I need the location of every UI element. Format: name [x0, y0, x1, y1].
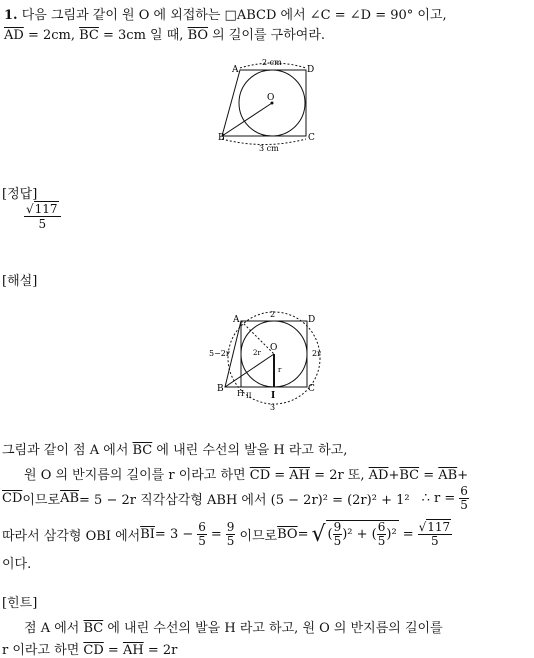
denominator: 5	[333, 534, 342, 548]
numerator: √117	[418, 519, 451, 534]
solution-line-4	[2, 516, 452, 552]
text: 원 O 의 반지름의 길이를 r 이라고 하면	[24, 468, 250, 483]
solution-line-5: 이다.	[2, 557, 32, 572]
text: ∴ r =	[421, 490, 456, 506]
ad-value: = 2cm,	[23, 28, 80, 43]
label-o: O	[270, 343, 278, 353]
text: = 2r 또,	[310, 468, 369, 483]
label-d: D	[307, 65, 315, 75]
answer-denominator: 5	[38, 217, 47, 231]
radicand	[326, 520, 399, 548]
label-left: 5−2r	[209, 349, 230, 358]
text: 그림과 같이 점 A 에서	[2, 443, 133, 458]
label-o: O	[267, 93, 275, 103]
figure-2-diagram	[208, 308, 328, 413]
label-radius-r: r	[278, 366, 282, 374]
numerator: 9	[226, 519, 235, 534]
hint-line-1	[24, 617, 443, 636]
segment-ab: $\overline{AB}$	[60, 490, 80, 506]
fraction	[226, 521, 236, 548]
label-top: 2	[270, 310, 276, 319]
label-right: 2r	[312, 349, 321, 358]
denominator: 5	[377, 534, 386, 548]
text: 점 A 에서	[24, 621, 84, 636]
label-a: A	[233, 315, 240, 325]
label-top: 2 cm	[262, 58, 282, 67]
denominator: 5	[460, 497, 468, 512]
text: =	[297, 526, 309, 542]
numerator: 6	[460, 483, 468, 498]
label-a: A	[232, 65, 239, 75]
solution-line-3	[2, 481, 469, 515]
segment-bc: $\overline{BC}$	[83, 621, 104, 636]
segment-cd: $\overline{CD}$	[83, 643, 104, 658]
radicand: 117	[427, 519, 451, 534]
text: 에 내린 수선의 발을 H 라고 하고, 원 O 의 반지름의 길이를	[103, 621, 443, 636]
numerator: 6	[198, 519, 206, 534]
label-c: C	[308, 384, 315, 394]
segment-cd: $\overline{CD}$	[2, 490, 23, 506]
label-b: B	[217, 384, 224, 394]
label-bottom: 3	[270, 403, 276, 412]
fraction	[333, 521, 343, 548]
segment-bc: $\overline{BC}$	[132, 443, 153, 458]
solution-heading: [해설]	[2, 274, 38, 289]
label-h: H	[237, 389, 244, 398]
segment-ab: $\overline{AB}$	[438, 468, 458, 483]
answer-value	[24, 202, 61, 231]
answer-heading: [정답]	[2, 187, 38, 202]
fraction	[197, 521, 207, 548]
text: 이므로	[22, 492, 61, 508]
text: =	[210, 526, 222, 542]
problem-line-2	[4, 24, 325, 43]
fraction-answer	[418, 521, 453, 548]
text: r 이라고 하면	[2, 643, 84, 658]
label-bi: II	[246, 392, 252, 400]
fraction-r	[459, 485, 469, 512]
text: 따라서 삼각형 OBI 에서	[2, 528, 141, 544]
label-radius-2r: 2r	[253, 349, 261, 357]
answer-radicand: 117	[34, 202, 58, 216]
problem-text-1: 다음 그림과 같이 원 O 에 외접하는 □ABCD 에서 ∠C = ∠D = 90° 이고,	[21, 8, 447, 23]
problem-number: 1.	[4, 8, 18, 23]
segment-ad: $\overline{AD}$	[4, 28, 24, 43]
text: =	[103, 643, 123, 658]
text: = 5 − 2r 직각삼각형 ABH 에서 (5 − 2r)² = (2r)² + 1²	[79, 492, 410, 508]
text: =	[419, 468, 439, 483]
bc-value: = 3cm 일 때,	[98, 28, 188, 43]
text: = 3 −	[154, 526, 194, 542]
label-d: D	[308, 315, 316, 325]
solution-line-1	[2, 439, 347, 458]
numerator: 9	[333, 520, 342, 534]
segment-bo: $\overline{BO}$	[277, 526, 298, 542]
label-bottom: 3 cm	[259, 144, 279, 153]
text: =	[402, 526, 414, 542]
segment-bi: $\overline{BI}$	[140, 526, 155, 542]
label-i: I	[271, 391, 276, 401]
hint-heading: [힌트]	[2, 596, 38, 611]
segment-ah: $\overline{AH}$	[122, 643, 144, 658]
text: 에 내린 수선의 발을 H 라고 하고,	[152, 443, 348, 458]
text: +	[388, 468, 400, 483]
text: = 2r	[143, 643, 178, 658]
numerator: 6	[377, 520, 386, 534]
denominator: 5	[198, 533, 206, 548]
segment-ad: $\overline{AD}$	[368, 468, 389, 483]
problem-tail: 의 길이를 구하여라.	[208, 28, 326, 43]
problem-line-1	[4, 4, 447, 23]
denominator: 5	[226, 533, 235, 548]
sqrt-symbol: √	[311, 521, 326, 547]
text: (	[327, 527, 333, 542]
segment-ah: $\overline{AH}$	[289, 468, 311, 483]
segment-bo: $\overline{BO}$	[187, 28, 209, 43]
segment-bc: $\overline{BC}$	[399, 468, 420, 483]
segment-bo-line	[225, 354, 274, 387]
label-c: C	[308, 133, 315, 143]
quadrilateral-abcd	[222, 70, 306, 136]
fraction	[377, 521, 387, 548]
text: 이므로	[239, 528, 278, 544]
text: )² + (	[342, 527, 377, 542]
text: )²	[386, 527, 397, 542]
label-b: B	[218, 133, 225, 143]
text: +	[457, 468, 469, 483]
segment-cd: $\overline{CD}$	[249, 468, 271, 483]
hint-line-2	[2, 639, 177, 658]
denominator: 5	[431, 533, 439, 548]
sqrt-symbol: √	[26, 202, 34, 216]
segment-bc: $\overline{BC}$	[79, 28, 99, 43]
text: =	[270, 468, 290, 483]
figure-1-diagram	[218, 56, 318, 154]
